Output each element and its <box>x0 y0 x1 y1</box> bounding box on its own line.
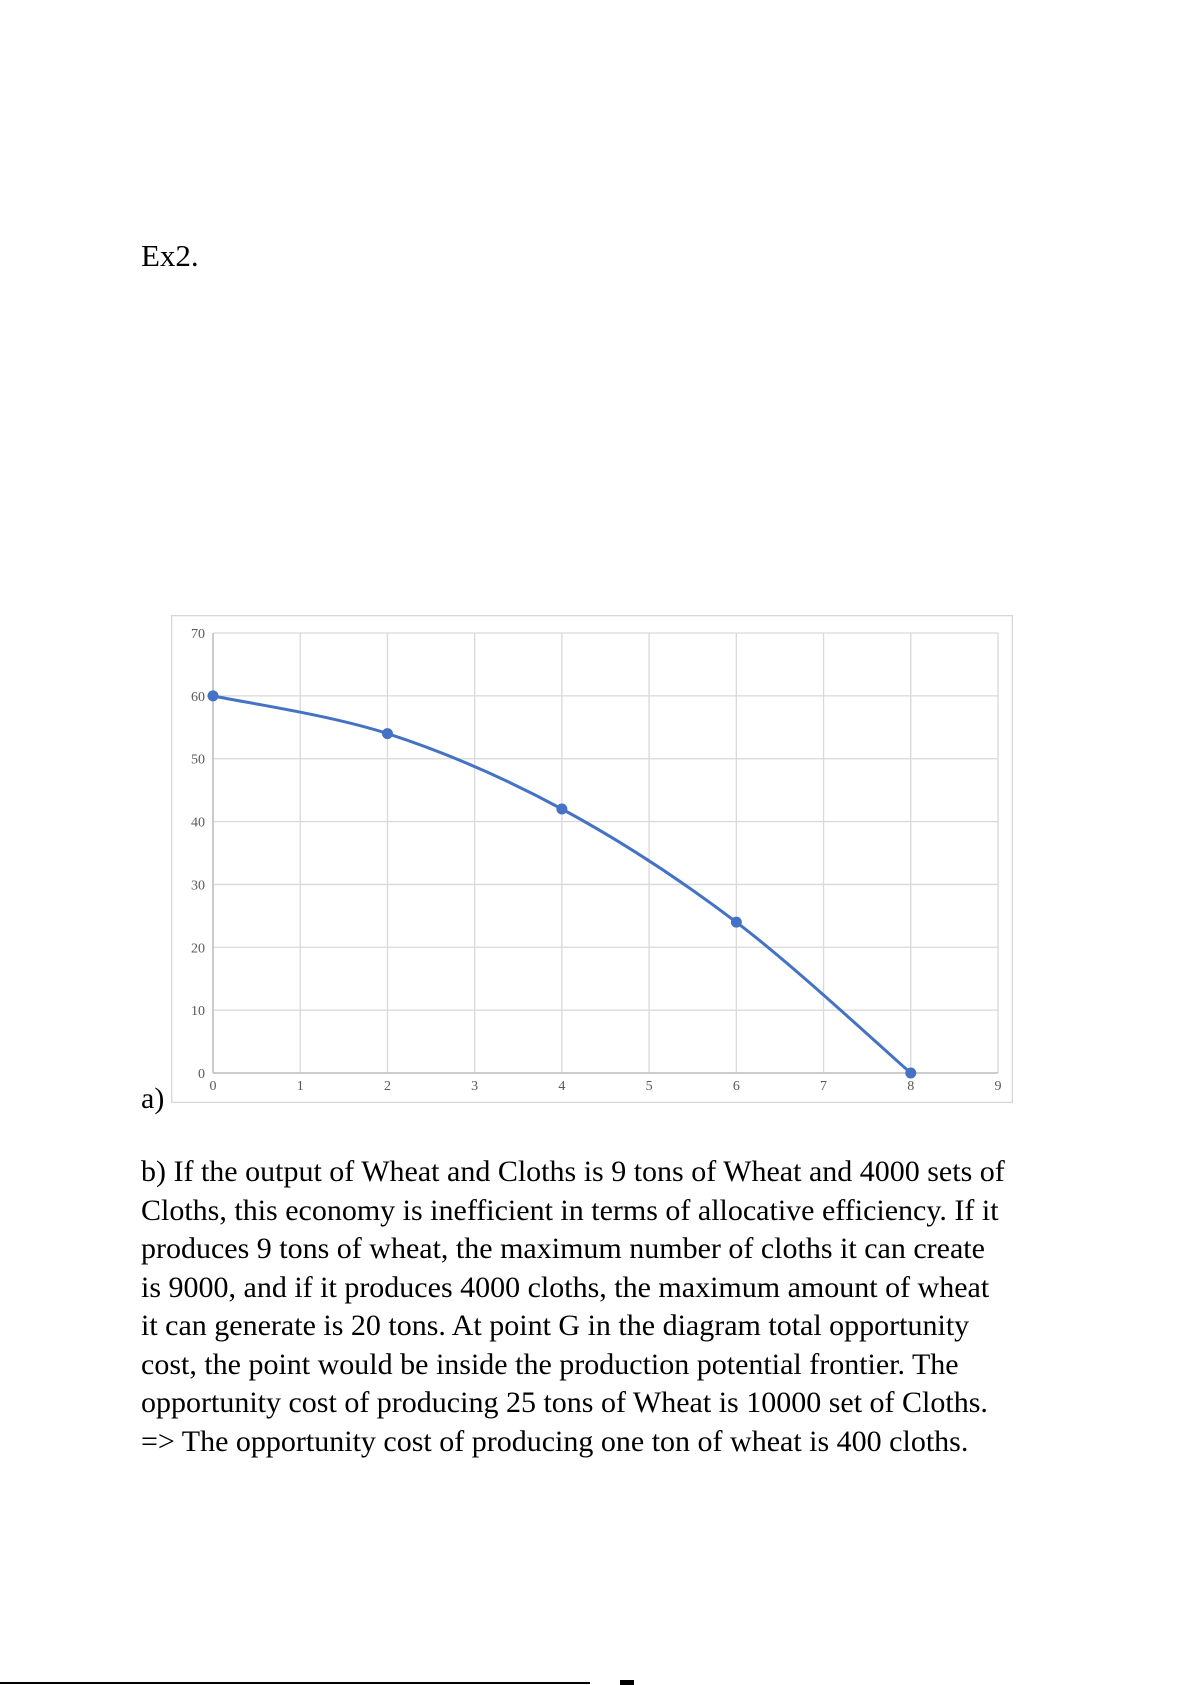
production-possibility-chart <box>171 615 1013 1103</box>
chart-svg <box>171 615 1013 1103</box>
answer-line: cost, the point would be inside the production potential frontier. The <box>141 1347 959 1381</box>
answer-line: produces 9 tons of wheat, the maximum number of cloths it can create <box>141 1232 985 1265</box>
x-tick-label: 7 <box>820 1079 828 1094</box>
x-tick-label: 1 <box>296 1079 304 1094</box>
exercise-heading: Ex2. <box>141 238 199 273</box>
answer-line: => The opportunity cost of producing one ton of wheat is 400 cloths. <box>141 1424 969 1458</box>
x-tick-label: 4 <box>558 1079 566 1094</box>
y-tick-label: 50 <box>191 752 205 768</box>
y-tick-label: 70 <box>191 627 205 642</box>
x-tick-label: 8 <box>907 1079 915 1094</box>
part-b-answer <box>141 1153 1081 1461</box>
part-a-label: a) <box>141 1082 165 1115</box>
y-tick-label: 20 <box>191 941 205 957</box>
y-tick-label: 30 <box>191 878 205 894</box>
footer-rule <box>0 1682 590 1684</box>
chart-frame <box>172 616 1013 1103</box>
x-tick-label: 9 <box>994 1079 1002 1094</box>
data-point <box>382 729 392 739</box>
footer-mark <box>620 1680 634 1685</box>
y-tick-label: 60 <box>191 689 205 705</box>
x-tick-label: 6 <box>732 1079 740 1094</box>
x-tick-label: 3 <box>471 1079 479 1094</box>
y-tick-label: 10 <box>191 1004 205 1020</box>
answer-line: opportunity cost of producing 25 tons of Wheat is 10000 set of Cloths. <box>141 1386 988 1419</box>
data-point <box>731 917 741 927</box>
data-point <box>208 691 218 701</box>
data-point <box>557 804 567 814</box>
x-tick-label: 0 <box>209 1079 217 1094</box>
y-tick-label: 0 <box>198 1067 205 1082</box>
answer-line: is 9000, and if it produces 4000 cloths, the maximum amount of wheat <box>141 1270 990 1304</box>
y-tick-label: 40 <box>191 815 205 831</box>
x-tick-label: 5 <box>645 1079 653 1094</box>
x-tick-label: 2 <box>383 1079 391 1094</box>
answer-line: it can generate is 20 tons. At point G in the diagram total opportunity <box>141 1309 970 1342</box>
data-point <box>906 1068 916 1078</box>
answer-line: b) If the output of Wheat and Cloths is 9 tons of Wheat and 4000 sets of <box>141 1155 1005 1188</box>
answer-line: Cloths, this economy is inefficient in terms of allocative efficiency. If it <box>141 1193 999 1227</box>
